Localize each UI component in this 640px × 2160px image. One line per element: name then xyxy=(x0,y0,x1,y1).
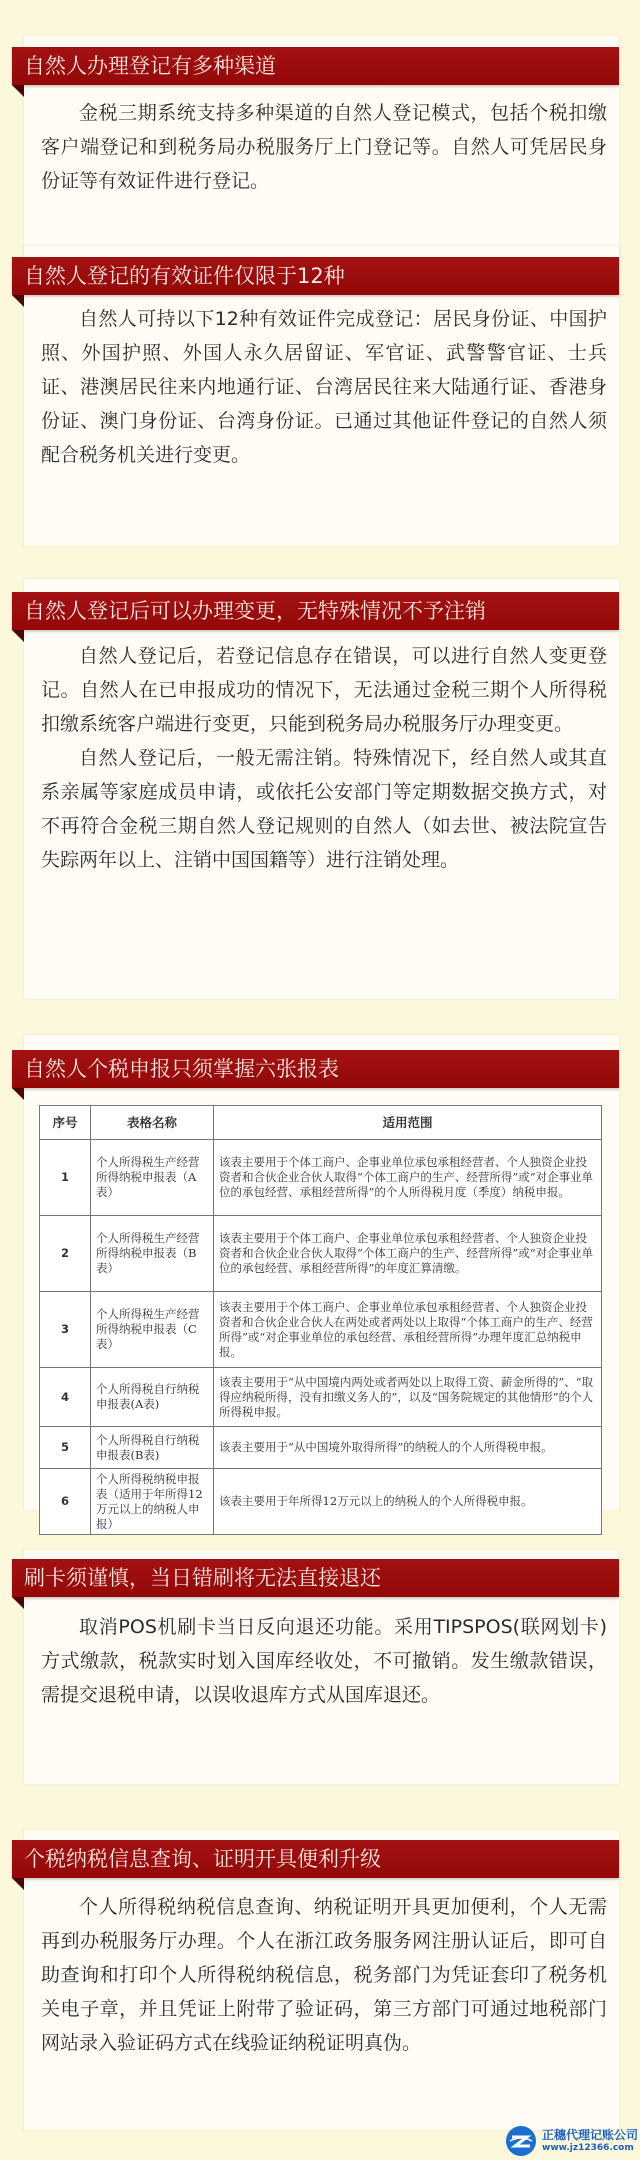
cell-index: 3 xyxy=(40,1292,91,1368)
cell-scope: 该表主要用于个体工商户、企事业单位承包承租经营者、个人独资企业投资者和合伙企业合伙人在两处或者两处以上取得“个体工商户的生产、经营所得”或“对企事业单位的承包经营、承租经营所得”办理年度汇总纳税申报。 xyxy=(214,1292,602,1368)
section-body xyxy=(41,302,607,472)
section-title: 个税纳税信息查询、证明开具便利升级 xyxy=(24,1847,381,1871)
section-body xyxy=(41,1890,607,2060)
cell-form-name: 个人所得税生产经营所得纳税申报表（A表） xyxy=(91,1140,214,1216)
cell-form-name: 个人所得税生产经营所得纳税申报表（B表） xyxy=(91,1216,214,1292)
column-header-index: 序号 xyxy=(40,1106,91,1140)
cell-index: 4 xyxy=(40,1368,91,1427)
section-card-registration-channels xyxy=(24,36,619,266)
table-row xyxy=(40,1292,602,1368)
section-title: 自然人办理登记有多种渠道 xyxy=(24,54,276,78)
table-row xyxy=(40,1469,602,1535)
company-logo-icon xyxy=(506,2126,536,2156)
paragraph: 取消POS机刷卡当日反向退还功能。采用TIPSPOS(联网划卡)方式缴款，税款实时划入国库经收处，不可撤销。发生缴款错误，需提交退税申请，以误收退库方式从国库退还。 xyxy=(41,1616,607,1706)
cell-scope: 该表主要用于个体工商户、企事业单位承包承租经营者、个人独资企业投资者和合伙企业合伙人取得“个体工商户的生产、经营所得”或“对企事业单位的承包经营、承租经营所得”的个人所得税月度（季度）纳税申报。 xyxy=(214,1140,602,1216)
section-card-tax-certificate xyxy=(24,1830,619,2130)
cell-form-name: 个人所得税自行纳税申报表(B表) xyxy=(91,1427,214,1469)
section-header-ribbon xyxy=(12,47,619,85)
cell-scope: 该表主要用于“从中国境外取得所得”的纳税人的个人所得税申报。 xyxy=(214,1427,602,1469)
section-header-ribbon xyxy=(12,1840,619,1878)
section-header-ribbon xyxy=(12,592,619,630)
cell-scope: 该表主要用于“从中国境内两处或者两处以上取得工资、薪金所得的”、“取得应纳税所得，没有扣缴义务人的”，以及“国务院规定的其他情形”的个人所得税申报。 xyxy=(214,1368,602,1427)
section-header-ribbon xyxy=(12,1050,619,1088)
section-card-valid-documents xyxy=(24,246,619,546)
column-header-form-name: 表格名称 xyxy=(91,1106,214,1140)
section-title: 刷卡须谨慎，当日错刷将无法直接退还 xyxy=(24,1566,381,1590)
section-body xyxy=(41,1610,607,1712)
paragraph: 金税三期系统支持多种渠道的自然人登记模式，包括个税扣缴客户端登记和到税务局办税服务厅上门登记等。自然人可凭居民身份证等有效证件进行登记。 xyxy=(41,102,607,192)
section-header-ribbon xyxy=(12,257,619,295)
cell-index: 6 xyxy=(40,1469,91,1535)
section-body xyxy=(41,639,607,877)
section-title: 自然人登记的有效证件仅限于12种 xyxy=(24,264,345,288)
section-title: 自然人登记后可以办理变更，无特殊情况不予注销 xyxy=(24,599,486,623)
cell-form-name: 个人所得税自行纳税申报表(A表) xyxy=(91,1368,214,1427)
table-row xyxy=(40,1216,602,1292)
table-row xyxy=(40,1368,602,1427)
table-row xyxy=(40,1140,602,1216)
paragraph: 自然人登记后，若登记信息存在错误，可以进行自然人变更登记。自然人在已申报成功的情况下，无法通过金税三期个人所得税扣缴系统客户端进行变更，只能到税务局办税服务厅办理变更。 xyxy=(41,645,607,735)
paragraph: 自然人登记后，一般无需注销。特殊情况下，经自然人或其直系亲属等家庭成员申请，或依托公安部门等定期数据交换方式，对不再符合金税三期自然人登记规则的自然人（如去世、被法院宣告失踪两年以上、注销中国国籍等）进行注销处理。 xyxy=(41,747,607,871)
cell-scope: 该表主要用于年所得12万元以上的纳税人的个人所得税申报。 xyxy=(214,1469,602,1535)
section-header-ribbon xyxy=(12,1559,619,1597)
paragraph: 个人所得税纳税信息查询、纳税证明开具更加便利，个人无需再到办税服务厅办理。个人在浙江政务服务网注册认证后，即可自助查询和打印个人所得税纳税信息，税务部门为凭证套印了税务机关电子章，并且凭证上附带了验证码，第三方部门可通过地税部门网站录入验证码方式在线验证纳税证明真伪。 xyxy=(41,1896,607,2054)
cell-form-name: 个人所得税生产经营所得纳税申报表（C表） xyxy=(91,1292,214,1368)
cell-index: 5 xyxy=(40,1427,91,1469)
watermark-url: www.jz12366.com xyxy=(542,2143,634,2153)
section-card-six-forms xyxy=(24,1035,619,1531)
table-row xyxy=(40,1427,602,1469)
tax-forms-table xyxy=(39,1105,602,1535)
watermark-company-name: 正穗代理记账公司 xyxy=(542,2128,639,2142)
watermark xyxy=(506,2124,639,2158)
cell-index: 1 xyxy=(40,1140,91,1216)
table-header-row xyxy=(40,1106,602,1140)
cell-index: 2 xyxy=(40,1216,91,1292)
cell-scope: 该表主要用于个体工商户、企事业单位承包承租经营者、个人独资企业投资者和合伙企业合伙人取得“个体工商户的生产、经营所得”或“对企事业单位的承包经营、承租经营所得”的年度汇算清缴。 xyxy=(214,1216,602,1292)
section-card-pos-refund xyxy=(24,1550,619,1784)
section-title: 自然人个税申报只须掌握六张报表 xyxy=(24,1057,339,1081)
paragraph: 自然人可持以下12种有效证件完成登记：居民身份证、中国护照、外国护照、外国人永久居留证、军官证、武警警官证、士兵证、港澳居民往来内地通行证、台湾居民往来大陆通行证、香港身份证、澳门身份证、台湾身份证。已通过其他证件登记的自然人须配合税务机关进行变更。 xyxy=(41,308,607,466)
section-card-change-and-cancel xyxy=(24,579,619,999)
cell-form-name: 个人所得税纳税申报表（适用于年所得12万元以上的纳税人申报） xyxy=(91,1469,214,1535)
section-body xyxy=(41,96,607,198)
column-header-scope: 适用范围 xyxy=(214,1106,602,1140)
